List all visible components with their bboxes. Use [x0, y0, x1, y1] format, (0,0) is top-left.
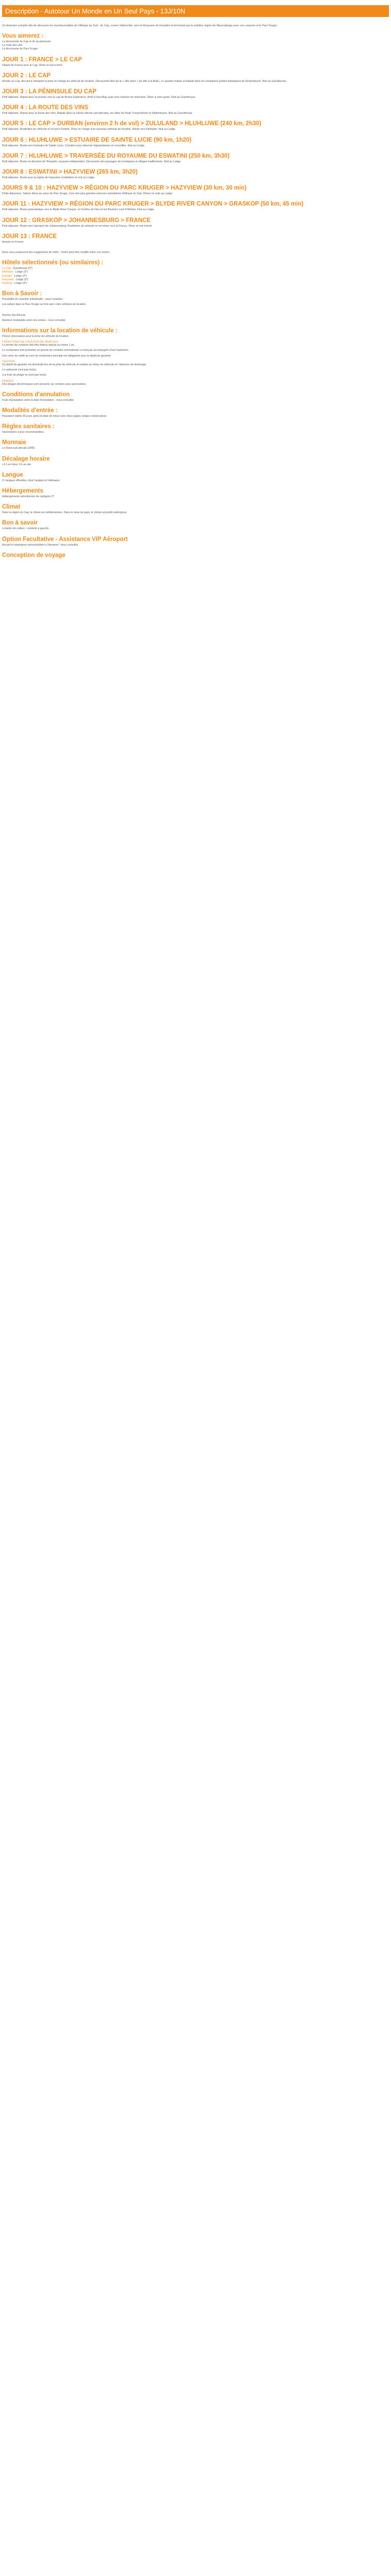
monnaie-text: Le Rand sud-africain (ZAR). — [2, 447, 36, 450]
conditions-title: Conditions d'annulation — [2, 391, 70, 398]
day-title: JOUR 11 : HAZYVIEW > RÉGION DU PARC KRUGER > BLYDE RIVER CANYON > GRASKOP (50 km, 45 min) — [2, 201, 304, 208]
intro-paragraph: Un itinéraire complet afin de découvrir les incontournables de l'Afrique du Sud : du Cap, cosmo hétéroclite, vers le Royaume du Eswatini et terminant par la sublime région de Mpumalanga avec ses canyons et le Parc Kruger. — [2, 24, 278, 27]
hotel-value: Lodge (3*) — [14, 274, 27, 278]
hotel-value: Lodge (3*) — [15, 278, 28, 281]
list-item: La découverte du Cap et de sa péninsule — [2, 40, 51, 43]
list-item — [2, 270, 389, 274]
heberg-text: Hébergements sélectionnés de catégorie 3*. — [2, 495, 55, 498]
savoir-title: Bon à Savoir : — [2, 291, 42, 297]
order-note: Nous vous proposons des suggestions de visite ; l'ordre peut être modifié selon vos envies. — [2, 251, 110, 255]
location-intro: Pièces nécessaires pour la prise du véhicule de location. — [2, 335, 70, 338]
day-title: JOUR 8 : ESWATINI > HAZYVIEW (265 km, 3h20) — [2, 169, 138, 176]
bonasavoir-title: Bon à savoir — [2, 520, 38, 527]
location-line: Le permis de conduire doit être détenu depuis au moins 1 an. — [2, 344, 75, 347]
location-section-head: CAUTION — [2, 360, 15, 363]
day-text: Petit déjeuner. Route vers l'estuaire de Sainte Lucie. Croisière pour observer hippopotames et crocodiles. Nuit au Lodge. — [2, 144, 145, 147]
climat-text: Dans la région du Cap, le climat est méditerranéen. Dans le reste du pays, le climat est plutôt subtropical. — [2, 511, 127, 515]
savoir-text: Les safaris dans le Parc Kruger se font avec votre véhicule de location. — [2, 303, 87, 307]
service-line: Autotour modulable selon vos envies : nous consulter. — [2, 318, 66, 322]
day-text: Petit déjeuner. Départ pour la journée vers le cap de Bonne Espérance. Arrêt à Hout Bay, puis vers colonies de manchots. Dîner à votre guise. Nuit au Guesthouse. — [2, 96, 196, 99]
hotel-label: Le Cap : — [2, 267, 12, 270]
langue-title: Langue — [2, 471, 23, 478]
location-line: Les frais de péage ne sont pas inclus. — [2, 374, 47, 377]
day-title: JOURS 9 & 10 : HAZYVIEW > RÉGION DU PARC KRUGER > HAZYVIEW (30 km, 30 min) — [2, 185, 247, 192]
day-title: JOUR 3 : LA PÉNINSULE DU CAP — [2, 89, 96, 95]
location-title: Informations sur la location de véhicule : — [2, 328, 118, 334]
formalites-text: Passeport valide 30 jours après la date de retour avec deux pages vierges consécutives. — [2, 414, 107, 418]
day-title: JOUR 1 : FRANCE > LE CAP — [2, 56, 82, 63]
list-item: La route des vins — [2, 44, 23, 47]
location-line: Des péages électroniques sont présents sur certains axes autoroutiers. — [2, 382, 87, 386]
day-title: JOUR 12 : GRASKOP > JOHANNESBURG > FRANCE — [2, 217, 151, 224]
list-item — [2, 275, 389, 278]
hotels-title: Hôtels sélectionnés (ou similaires) : — [2, 260, 104, 266]
decalage-text: +1 h en hiver, 0 h en été. — [2, 463, 32, 466]
day-title: JOUR 6 : HLUHLUWE > ESTUAIRE DE SAINTE LUCIE (90 km, 1h20) — [2, 137, 192, 143]
hotels-list — [2, 267, 389, 285]
day-text: Départ de France pour le Cap. Dîner et nuit à bord. — [2, 63, 63, 67]
options-text: Accueil et assistance personnalisés à l'aéroport : nous consulter. — [2, 543, 79, 547]
service-line: Service Sur Mesure — [2, 313, 26, 317]
conditions-text: Frais d'annulation selon la date d'annulation : nous consulter. — [2, 398, 75, 402]
location-section-head: PÉAGES — [2, 379, 14, 383]
hotel-label: Graskop : — [2, 282, 14, 285]
highlights-list — [2, 40, 389, 52]
day-text: Petit déjeuner. Route pour la région de Hazyview. Installation et nuit au Lodge. — [2, 176, 95, 180]
formalites-title: Modalités d'entrée : — [2, 407, 58, 414]
options-title: Option Facultative - Assistance VIP Aéroport — [2, 536, 128, 543]
page-title: Description - Autotour Un Monde en Un Seul Pays - 13J/10N — [2, 5, 389, 17]
day-text: Arrivée en France. — [2, 240, 24, 244]
location-line: Une carte de crédit au nom du conducteur principal est obligatoire pour le dépôt de garantie. — [2, 354, 111, 358]
decalage-title: Décalage horaire — [2, 455, 50, 462]
intro — [2, 24, 389, 28]
location-line: Un dépôt de garantie est demandé lors de la prise du véhicule et restitué au retour du véhicule en l'absence de dommage. — [2, 363, 147, 366]
bonasavoir-text: Location de voiture : conduite à gauche. — [2, 527, 50, 531]
page — [0, 5, 391, 558]
hotel-value: Lodge (3*) — [14, 282, 27, 285]
list-item — [2, 267, 389, 270]
day-text: Petit déjeuner. Restitution du véhicule et vol pour Durban. Prise en charge d'un nouveau véhicule de location. Route vers Hluhluwe. Nuit au Lodge. — [2, 128, 176, 131]
day-text: Petit déjeuner. Route panoramique vers le Blyde River Canyon, la Fenêtre de Dieu et les Bourke's Luck Potholes. Nuit au Lodge. — [2, 208, 155, 212]
heberg-title: Hébergements — [2, 487, 43, 494]
ref-title: Conception de voyage — [2, 552, 66, 558]
day-title: JOUR 5 : LE CAP > DURBAN (environ 2 h de vol) > ZULULAND > HLUHLUWE (240 km, 2h30) — [2, 121, 262, 127]
location-line: Le conducteur doit présenter un permis de conduire international ou français accompagné d'une traduction. — [2, 349, 129, 352]
hotel-label: Hazyview : — [2, 278, 15, 281]
hotel-label: Eswatini : — [2, 274, 14, 278]
sanitaire-title: Règles sanitaires : — [2, 423, 55, 430]
location-section-head: CONDITIONS DE LOCATION DE VÉHICULE — [2, 341, 58, 344]
location-line: Le carburant n'est pas inclus. — [2, 368, 37, 372]
list-item — [2, 282, 389, 285]
list-item — [2, 278, 389, 282]
day-title: JOUR 4 : LA ROUTE DES VINS — [2, 105, 88, 111]
day-text: Petit déjeuner. Route vers l'aéroport de Johannesburg. Restitution du véhicule et vol retour vers la France. Dîner et nuit à bord. — [2, 224, 153, 228]
climat-title: Climat — [2, 504, 21, 511]
day-text: Petits déjeuners. Safaris libres au cœur du Parc Kruger, l'une des plus grandes réserves animalières d'Afrique du Sud. Dîners et nuits au Lodge. — [2, 192, 173, 196]
hotel-value: Guesthouse (3*) — [13, 267, 32, 270]
itinerary — [2, 57, 389, 244]
day-text: Arrivée au Cap. Accueil à l'aéroport et prise en charge du véhicule de location. Découverte libre de la « ville mère » (la ville à la Baie). Le quartier malais et balade dans les somptueux jardins botaniques de Kirstenbosch. Nuit au Guesthouse. — [2, 79, 287, 83]
list-item: La découverte du Parc Kruger — [2, 47, 38, 51]
day-text: Petit déjeuner. Route en direction de l'Eswatini, royaume indépendant. Découverte des paysages de montagnes et villages traditionnels. Nuit au Lodge. — [2, 160, 182, 163]
monnaie-title: Monnaie — [2, 439, 26, 446]
hotel-value: Lodge (3*) — [15, 270, 28, 274]
day-title: JOUR 7 : HLUHLUWE > TRAVERSÉE DU ROYAUME DU ESWATINI (250 km, 3h30) — [2, 152, 230, 159]
day-title: JOUR 2 : LE CAP — [2, 72, 51, 79]
langue-text: 11 langues officielles, dont l'anglais et l'afrikaans. — [2, 479, 60, 482]
savoir-text: Possibilité de chambre individuelle : nous consulter. — [2, 298, 63, 301]
sanitaire-text: Vaccinations à jour recommandées. — [2, 431, 45, 434]
day-text: Petit déjeuner. Départ pour la Route des Vins. Balade dans la culture viticole sud-africaine, les villes de Paarl, Franschhoek et Stellenbosch. Nuit au Guesthouse. — [2, 112, 193, 115]
day-title: JOUR 13 : FRANCE — [2, 233, 57, 240]
section-title: Vous aimerez : — [2, 33, 44, 39]
hotel-label: Hluhluwe : — [2, 270, 15, 274]
